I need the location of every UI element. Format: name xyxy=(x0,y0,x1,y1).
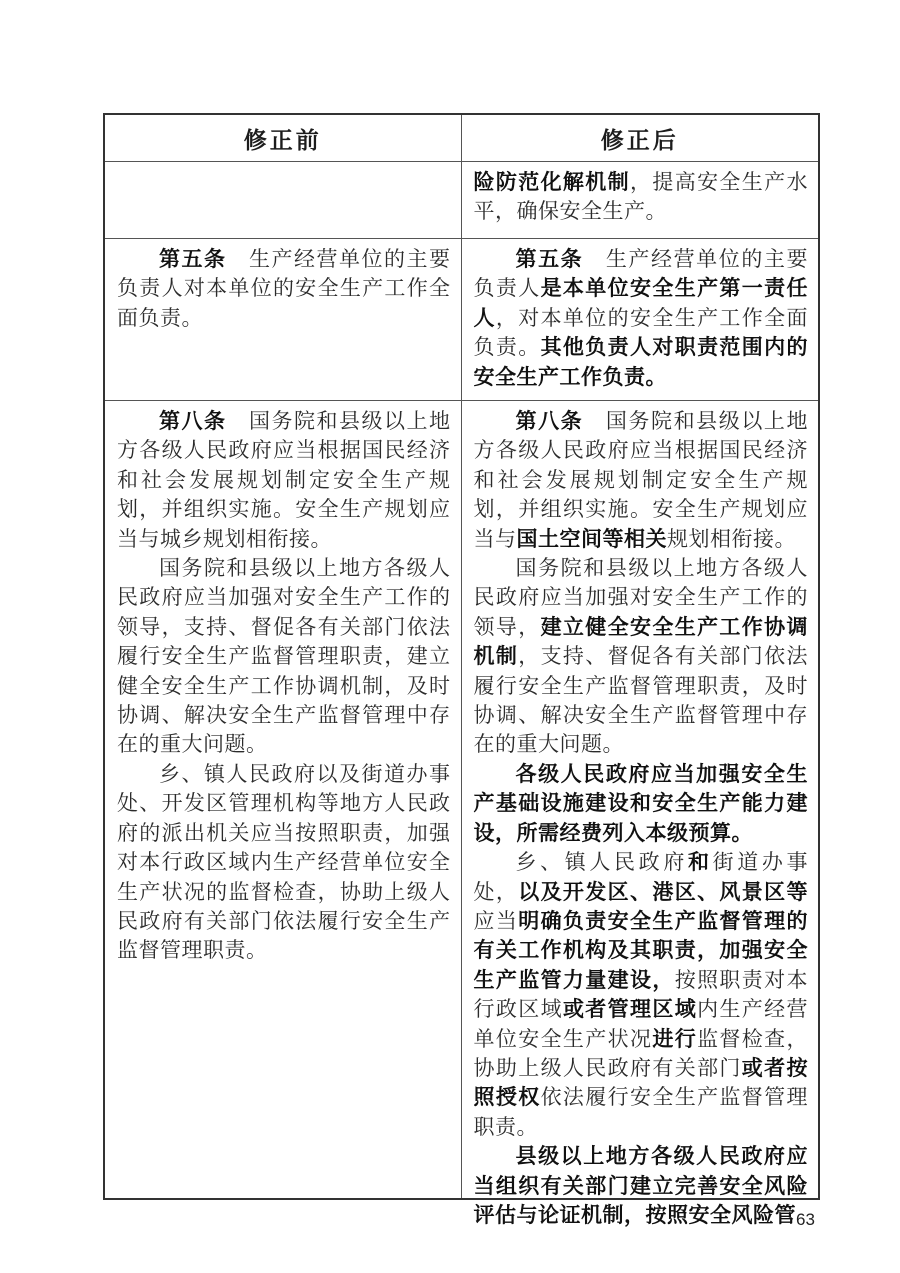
cell-after xyxy=(461,239,819,401)
cell-before xyxy=(104,401,461,1200)
amended-text-run: 第五条 xyxy=(159,248,227,271)
table-header-row xyxy=(104,114,819,162)
paragraph xyxy=(474,848,809,1142)
amended-text-run: 国土空间等相关 xyxy=(516,527,667,551)
table-row xyxy=(104,239,819,401)
paragraph xyxy=(474,554,809,760)
cell-before xyxy=(104,239,461,401)
amended-text-run: 第八条 xyxy=(515,410,584,433)
text-run: 按照职责对本行政区域 xyxy=(473,967,809,1022)
cell-content xyxy=(105,401,461,1198)
amended-text-run: 县级以上地方各级人民政府应当组织有关部门建立完善安全风险评估与论证机制，按照安全风险管 xyxy=(473,1145,808,1227)
text-run: 生产经营单位的主要负责人对本单位的安全生产工作全面负责。 xyxy=(117,247,451,330)
text-run: 国务院和县级以上地方各级人民政府应当加强对安全生产工作的领导，支持、督促各有关部门依法履行安全生产监督管理职责，建立健全安全生产工作协调机制，及时协调、解决安全生产监督管理中存在的重大问题。 xyxy=(117,556,451,757)
page-number: 63 xyxy=(796,1210,815,1229)
paragraph xyxy=(117,407,451,554)
amended-text-run: 或者按照授权 xyxy=(473,1056,809,1110)
text-run: 国务院和县级以上地方各级人民政府应当加强对安全生产工作的领导， xyxy=(473,556,808,639)
text-run: ，支持、督促各有关部门依法履行安全生产监督管理职责，及时协调、解决安全生产监督管理中存在的重大问题。 xyxy=(473,644,809,757)
amended-text-run: 或者管理区域 xyxy=(562,998,698,1022)
paragraph xyxy=(117,554,451,760)
amended-text-run: 是本单位安全生产第一责任人 xyxy=(473,277,809,330)
cell-content xyxy=(462,239,819,400)
amended-text-run: 各级人民政府应当加强安全生产基础设施建设和安全生产能力建设，所需经费列入本级预算。 xyxy=(473,762,808,845)
cell-content xyxy=(105,239,461,400)
amended-text-run: 险防范化解机制 xyxy=(473,171,630,194)
amended-text-run: 明确负责安全生产监督管理的有关工作机构及其职责，加强安全生产监管力量建设， xyxy=(473,909,809,992)
text-run: 生产经营单位的主要负责人 xyxy=(473,247,808,301)
text-run: 乡、镇人民政府 xyxy=(515,850,688,875)
text-run: 应当 xyxy=(473,908,519,933)
paragraph xyxy=(474,245,809,392)
paragraph xyxy=(117,760,451,966)
text-run: 规划相衔接。 xyxy=(667,526,796,551)
header-before-amendment: 修正前 xyxy=(104,114,461,162)
amended-text-run: 进行 xyxy=(652,1027,698,1051)
amended-text-run: 第八条 xyxy=(159,410,227,433)
text-run: 内生产经营单位安全生产状况 xyxy=(473,997,809,1051)
text-run: 依法履行安全生产监督管理职责。 xyxy=(473,1085,809,1139)
table-row xyxy=(104,162,819,239)
amended-text-run: 其他负责人对职责范围内的安全生产工作负责。 xyxy=(473,336,809,389)
amended-text-run: 第五条 xyxy=(515,248,584,271)
cell-after xyxy=(461,162,819,239)
text-run: ，提高安全生产水平，确保安全生产。 xyxy=(473,170,808,224)
paragraph xyxy=(474,407,809,554)
paragraph xyxy=(117,245,451,333)
amended-text-run: 和 xyxy=(687,851,713,875)
text-run: 街道办事处， xyxy=(473,850,809,904)
cell-before xyxy=(104,162,461,239)
text-run: 国务院和县级以上地方各级人民政府应当根据国民经济和社会发展规划制定安全生产规划，并组织实施。安全生产规划应当与 xyxy=(473,409,808,551)
text-run: 乡、镇人民政府以及街道办事处、开发区管理机构等地方人民政府的派出机关应当按照职责，加强对本行政区域内生产经营单位安全生产状况的监督检查，协助上级人民政府有关部门依法履行安全生产监督管理职责。 xyxy=(117,761,451,963)
paragraph xyxy=(474,1142,809,1230)
amended-text-run: 建立健全安全生产工作协调机制 xyxy=(473,615,809,669)
text-run: ，对本单位的安全生产工作全面负责。 xyxy=(473,305,809,360)
cell-content xyxy=(462,162,819,238)
header-after-amendment: 修正后 xyxy=(461,114,819,162)
table-row xyxy=(104,401,819,1200)
text-run: 监督检查，协助上级人民政府有关部门 xyxy=(473,1026,809,1080)
paragraph xyxy=(474,168,809,227)
cell-content xyxy=(105,162,461,238)
amended-text-run: 以及开发区、港区、风景区等 xyxy=(518,880,809,904)
text-run: 国务院和县级以上地方各级人民政府应当根据国民经济和社会发展规划制定安全生产规划，并组织实施。安全生产规划应当与城乡规划相衔接。 xyxy=(117,409,451,551)
paragraph xyxy=(474,760,809,848)
